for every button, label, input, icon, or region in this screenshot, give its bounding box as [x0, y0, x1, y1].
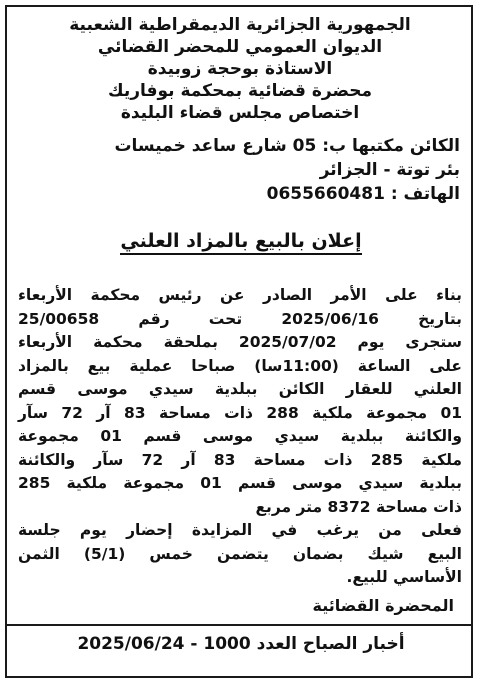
header-bailiff-name: الاستاذة بوحجة زوبيدة: [147, 59, 333, 79]
body-line: 01 مجموعة ملكية 288 ذات مساحة 83 آر 72 سآر: [18, 403, 463, 422]
footer-divider: [5, 624, 473, 626]
office-address: [60, 134, 460, 206]
address-street: الكائن مكتبها ب: 05 شارع ساعد خميسات: [114, 136, 460, 156]
body-line: ملكية 285 ذات مساحة 83 آر 72 سآر والكائنة: [18, 450, 463, 469]
body-line: الأساسي للبيع.: [346, 568, 462, 586]
header-jurisdiction: اختصاص مجلس قضاء البليدة: [120, 103, 360, 123]
notice-body: [18, 284, 462, 590]
header-office: الديوان العمومي للمحضر القضائي: [97, 37, 383, 57]
body-line: العلني للعقار الكائن ببلدية سيدي موسى قسم: [18, 380, 462, 398]
body-line: ستجرى يوم 2025/07/02 بملحقة محكمة الأربعاء: [18, 333, 463, 351]
body-line: بناء على الأمر الصادر عن رئيس محكمة الأربعاء: [18, 286, 462, 304]
body-line: والكائنة ببلدية سيدي موسى قسم 01 مجموعة: [18, 427, 463, 445]
address-city: بئر توتة - الجزائر: [319, 160, 460, 180]
body-line: على الساعة (11:00سا) صباحا عملية بيع بالمزاد: [18, 356, 462, 375]
notice-header: [20, 14, 460, 124]
body-line: بتاريخ 2025/06/16 تحت رقم 25/00658: [18, 309, 462, 328]
notice-title: [0, 230, 482, 252]
address-phone: الهاتف : 0655660481: [266, 184, 460, 204]
header-republic: الجمهورية الجزائرية الديمقراطية الشعبية: [69, 15, 411, 35]
signer: المحضرة القضائية: [312, 596, 454, 615]
body-line: ذات مساحة 8372 متر مربع: [255, 497, 462, 516]
body-line: ببلدية سيدي موسى قسم 01 مجموعة ملكية 285: [18, 474, 462, 492]
publication-footer: أخبار الصباح العدد 1000 - 2025/06/24: [77, 634, 405, 654]
header-court: محضرة قضائية بمحكمة بوفاريك: [108, 81, 372, 101]
notice-title-text: إعلان بالبيع بالمزاد العلني: [120, 230, 361, 255]
body-line: فعلى من يرغب في المزايدة إحضار يوم جلسة: [18, 521, 462, 539]
body-line: البيع شيك بضمان يتضمن خمس (5/1) الثمن: [18, 544, 462, 563]
